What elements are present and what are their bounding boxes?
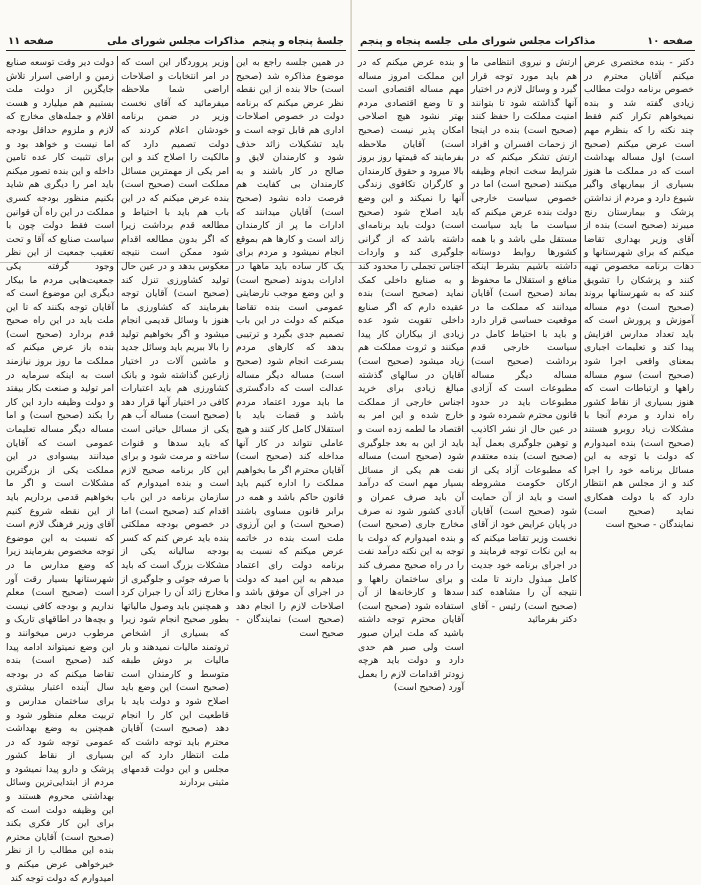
left-session-title: جلسهٔ پنجاه و پنجم (252, 36, 344, 47)
left-column-2 (121, 56, 229, 789)
right-column-3-text: دکتر - بنده مختصری عرض میکنم آقایان محترم در خصوص برنامه دولت مطالب زیادی گفته شد و بنده نمیخواهم تکرار کنم فقط چند نکته را که بنظرم مهم است عرض میکنم (صحیح است) اول مساله بهداشت است که در مملکت ما هنوز بسیاری از بیماریهای واگیر شیوع دارد و مردم از نداشتن پزشک و بیمارستان رنج میبرند (صحیح است) بنده از آقای وزیر بهداری تقاضا میکنم که برای شهرستانها و دهات برنامه مخصوص تهیه کنند و پزشکان را تشویق کنند که به شهرستانها بروند (صحیح است) دوم مساله آموزش و پرورش است که باید تعداد مدارس افزایش پیدا کند و تعلیمات اجباری بمعنای واقعی اجرا شود (صحیح است) سوم مساله راهها و ارتباطات است که هنوز بسیاری از نقاط کشور راه ندارد و مردم آنجا با مشکلات زیاد روبرو هستند (صحیح است) بنده امیدوارم که دولت با توجه به این مسائل برنامه خود را اجرا کند و از مجلس هم انتظار دارد که با دولت همکاری نماید (صحیح است) نمایندگان - صحیح است (584, 57, 694, 531)
left-column-2-text: وزیر پروردگار این است که در امر انتخابات و اصلاحات اراضی شما ملاحظه میفرمائید که آقای نخست وزیر در ضمن برنامه خودشان اعلام کردند که دولت تصمیم دارد که مالکیت را اصلاح کند و این امر یکی از مهمترین مسائل مملکت است (صحیح است) بنده عرض میکنم که در این باب هم باید با احتیاط و مطالعه قدم برداشت زیرا که اگر بدون مطالعه اقدام شود ممکن است نتیجه معکوس بدهد و در عین حال تولید کشاورزی تنزل کند (صحیح است) آقایان توجه بفرمایند که کشاورزی ما هنوز با وسائل قدیمی انجام میشود و اگر بخواهیم تولید را بالا ببریم باید وسائل جدید و ماشین آلات در اختیار زارعین گذاشته شود و بانک کشاورزی هم باید اعتبارات کافی در اختیار آنها قرار دهد (صحیح است) مساله آب هم یکی از مسائل حیاتی است که باید سدها و قنوات ساخته و مرمت شود و برای این کار برنامه صحیح لازم است و بنده امیدوارم که سازمان برنامه در این باب اقدام کند (صحیح است) اما در خصوص بودجه مملکتی بنده باید عرض کنم که کسر بودجه سالیانه یکی از مشکلات بزرگ است که باید با صرفه جوئی و جلوگیری از مخارج زائد آن را جبران کرد و همچنین باید وصول مالیاتها بطور صحیح انجام شود زیرا که بسیاری از اشخاص ثروتمند مالیات نمیدهند و بار مالیات بر دوش طبقه متوسط و کارمندان است (صحیح است) این وضع باید اصلاح شود و دولت باید با قاطعیت این کار را انجام دهد (صحیح است) آقایان محترم باید توجه داشت که ملت انتظار دارد که این مجلس و این دولت قدمهای مثبتی بردارند (121, 57, 229, 789)
left-column-divider-2 (232, 56, 233, 596)
right-column-divider-1 (467, 56, 468, 596)
right-column-2-text: ارتش و نیروی انتظامی ما هم باید مورد توجه قرار گیرد و وسائل لازم در اختیار آنها گذاشته شود تا بتوانند امنیت مملکت را حفظ کنند (صحیح است) بنده در اینجا از زحمات افسران و افراد ارتش تشکر میکنم که در شرایط سخت انجام وظیفه میکنند (صحیح است) اما در خصوص سیاست خارجی دولت بنده عرض میکنم که سیاست ما باید سیاست مستقل ملی باشد و با همه کشورها روابط دوستانه داشته باشیم بشرط اینکه منافع و استقلال ما محفوظ بماند (صحیح است) آقایان میدانند که مملکت ما در موقعیت حساسی قرار دارد و باید با احتیاط کامل در سیاست خارجی قدم برداشت (صحیح است) مساله دیگر مساله مطبوعات است که آزادی مطبوعات باید در حدود قانون محترم شمرده شود و در عین حال از نشر اکاذیب و توهین جلوگیری بعمل آید (صحیح است) بنده معتقدم که مطبوعات آزاد یکی از ارکان حکومت مشروطه است و باید از آن حمایت شود (صحیح است) آقایان در پایان عرایض خود از آقای نخست وزیر تقاضا میکنم که به این نکات توجه فرمایند و در اجرای برنامه خود جدیت کامل مبذول دارند تا ملت نتیجه آن را مشاهده کند (صحیح است) رئیس - آقای دکتر بفرمائید (471, 57, 577, 626)
right-page-header (358, 34, 695, 51)
left-page-number: صفحه ۱۱ (8, 36, 54, 47)
right-column-1-text: و بنده عرض میکنم که در این مملکت امروز مساله مهم مساله اقتصادی است و تا وضع اقتصادی مردم بهتر نشود هیچ اصلاحی امکان پذیر نیست (صحیح است) آقایان ملاحظه بفرمایند که قیمتها روز بروز بالا میرود و حقوق کارمندان و کارگران تکافوی زندگی آنها را نمیکند و این وضع باید اصلاح شود (صحیح است) دولت باید برنامه‌ای داشته باشد که از گرانی جلوگیری کند و واردات اجناس تجملی را محدود کند و به صنایع داخلی کمک نماید (صحیح است) بنده عقیده دارم که اگر صنایع داخلی تقویت شود عده زیادی از بیکاران کار پیدا میکنند و ثروت مملکت هم زیاد میشود (صحیح است) آقایان در سالهای گذشته مبالغ زیادی برای خرید اجناس خارجی از مملکت خارج شده و این امر به اقتصاد ما لطمه زده است و باید از این به بعد جلوگیری شود (صحیح است) مساله نفت هم یکی از مسائل بسیار مهم است که درآمد آن باید صرف عمران و آبادی کشور شود نه صرف مخارج جاری (صحیح است) و بنده امیدوارم که دولت با توجه به این نکته درآمد نفت را در راه صحیح مصرف کند و برای ساختمان راهها و سدها و کارخانه‌ها از آن استفاده شود (صحیح است) آقایان محترم توجه داشته باشید که ملت ایران صبور است ولی صبر هم حدی دارد و دولت باید هرچه زودتر اقدامات لازم را بعمل آورد (صحیح است) (358, 57, 464, 694)
right-session-title: جلسه پنجاه و پنجم (360, 36, 452, 47)
right-running-title: مذاکرات مجلس شورای ملی (457, 36, 596, 47)
left-running-title: مذاکرات مجلس شورای ملی (107, 36, 245, 47)
right-column-divider-2 (580, 56, 581, 596)
left-column-1 (6, 56, 114, 884)
left-column-1-text: دولت دیر وقت توسعه صنایع زمین و اراضی اسرار تلاش جایگزین از دولت ملت بستبیم هم میلیارد و هست اقلام و جمله‌های مخارج که لازم و ملزوم حداقل بودجه اما نیست و خواهد بود و برای تثبیت کار عده تامین داخله و این بنده تصور میکنم باید امر را دیگری هم شاید بکنیم منظور بودجه کسری مملکت در این راه آن قوانین است فقط دولت چون با سیاست صنایع که آقا و تحت تعقیب جمعیت از این نظر وجود گرفته یکی جمعیت‌هایی مردم ما بیکار دیگری این موضوع است که آقایان توجه بکنند که تا این ملت باید در این راه صحیح قدم بردارد (صحیح است) بنده باز عرض میکنم که مملکت ما روز بروز نیازمند است به اینکه سرمایه در امر تولید و صنعت بکار بیفتد و دولت وظیفه دارد این کار را بکند (صحیح است) و اما مساله دیگر مساله تعلیمات عمومی است که آقایان میدانند بیسوادی در این مملکت یکی از بزرگترین مشکلات است و اگر ما بخواهیم قدمی برداریم باید از این نقطه شروع کنیم آقای وزیر فرهنگ لازم است که نسبت به این موضوع توجه مخصوص بفرمایند زیرا که وضع مدارس ما در شهرستانها بسیار رقت آور است (صحیح است) معلم نداریم و بودجه کافی نیست و بچه‌ها در اطاقهای تاریک و مرطوب درس میخوانند و این وضع نمیتواند ادامه پیدا کند (صحیح است) بنده تقاضا میکنم که در بودجه سال آینده اعتبار بیشتری برای ساختمان مدارس و تربیت معلم منظور شود و همچنین به وضع بهداشت عمومی توجه شود که در بسیاری از نقاط کشور پزشک و دارو پیدا نمیشود و مردم از ابتدایی‌ترین وسائل بهداشتی محروم هستند و این وظیفه دولت است که برای این کار فکری بکند (صحیح است) آقایان محترم بنده این مطالب را از نظر خیرخواهی عرض میکنم و امیدوارم که دولت توجه کند (6, 57, 114, 884)
scan-artifact-line (0, 262, 701, 263)
right-column-1 (358, 56, 464, 694)
right-column-2 (471, 56, 577, 626)
left-page-header (6, 34, 346, 51)
right-column-3 (584, 56, 694, 596)
left-column-3 (236, 56, 344, 639)
right-page (352, 0, 701, 694)
right-page-number: صفحه ۱۰ (647, 36, 693, 47)
left-column-divider-1 (117, 56, 118, 596)
left-column-3-text: در همین جلسه راجع به این موضوع مذاکره شد (صحیح است) حالا بنده از این نقطه نظر عرض میکنم که برنامه دولت در خصوص اصلاحات اداری هم قابل توجه است و باید تشکیلات زائد حذف شود و کارمندان لایق و صالح در کار باشند و به کارمندان بی کفایت هم فرصت داده نشود (صحیح است) آقایان میدانند که ادارات ما پر از کارمندان زائد است و کارها هم بموقع انجام نمیشود و مردم برای یک کار ساده باید ماهها در ادارات بدوند (صحیح است) و این وضع موجب نارضایتی عمومی است بنده تقاضا میکنم که دولت در این باب تصمیم جدی بگیرد و ترتیبی بدهد که کارهای مردم بسرعت انجام شود (صحیح است) مساله دیگر مساله عدالت است که دادگستری ما باید مورد اعتماد مردم باشد و قضات باید با استقلال کامل کار کنند و هیچ عاملی نتواند در کار آنها مداخله کند (صحیح است) آقایان محترم اگر ما بخواهیم مملکت را اداره کنیم باید قانون حاکم باشد و همه در برابر قانون مساوی باشند (صحیح است) و این آرزوی ملت است بنده در خاتمه عرض میکنم که نسبت به برنامه دولت رای اعتماد میدهم به این امید که دولت در اجرای آن موفق باشد و اصلاحات لازم را انجام دهد (صحیح است) نمایندگان - صحیح است (236, 57, 344, 639)
